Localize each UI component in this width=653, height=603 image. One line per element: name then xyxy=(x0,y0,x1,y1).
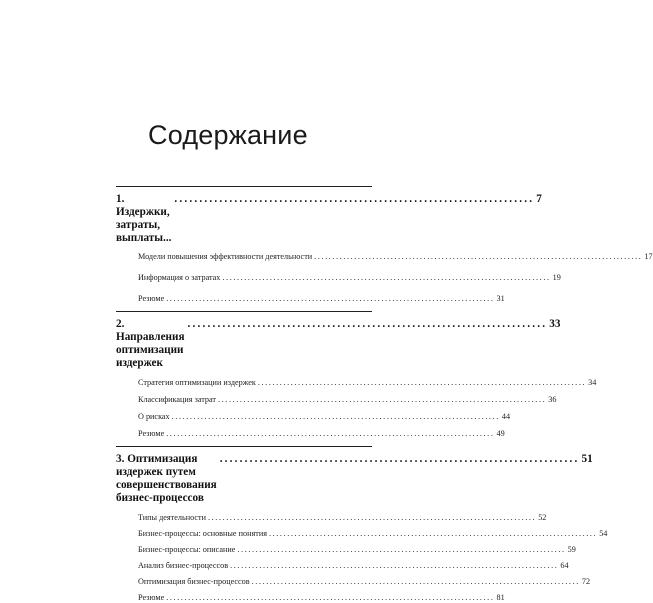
chapter-page-number: 33 xyxy=(549,318,561,330)
entry-page-number: 72 xyxy=(581,577,591,586)
entry-page-number: 36 xyxy=(548,395,557,404)
toc-entry[interactable] xyxy=(116,273,561,283)
table-of-contents xyxy=(116,186,653,603)
dot-leader: .......................................................................................... xyxy=(218,395,547,404)
dot-leader: ........................................................................ xyxy=(219,453,580,465)
entry-page-number: 59 xyxy=(567,545,576,554)
toc-entry[interactable] xyxy=(116,561,569,571)
toc-entry[interactable] xyxy=(116,294,505,304)
entry-list xyxy=(116,513,608,603)
chapter-heading[interactable] xyxy=(116,318,561,370)
toc-chapter-2 xyxy=(116,311,597,439)
dot-leader: .......................................................................................... xyxy=(314,252,643,261)
dot-leader: ........................................................................ xyxy=(187,318,548,330)
dot-leader: .......................................................................................... xyxy=(207,513,537,522)
toc-entry[interactable] xyxy=(116,545,576,555)
dot-leader: ........................................................................ xyxy=(174,193,535,205)
chapter-page-number: 7 xyxy=(536,193,542,205)
chapter-title: 1. Издержки, затраты, выплаты... xyxy=(116,193,172,244)
entry-title: Резюме xyxy=(138,593,165,602)
entry-title: Типы деятельности xyxy=(138,513,206,522)
entry-title: Резюме xyxy=(138,429,165,438)
chapter-title: 2. Направления оптимизации издержек xyxy=(116,318,185,369)
entry-page-number: 34 xyxy=(588,378,597,387)
dot-leader: .......................................................................................... xyxy=(237,545,566,554)
dot-leader: .......................................................................................... xyxy=(257,378,587,387)
entry-page-number: 49 xyxy=(496,429,505,438)
page-title: Содержание xyxy=(148,120,308,150)
entry-page-number: 52 xyxy=(538,513,547,522)
entry-page-number: 64 xyxy=(560,561,569,570)
entry-page-number: 31 xyxy=(496,294,505,303)
toc-entry[interactable] xyxy=(116,577,591,587)
divider xyxy=(116,311,372,312)
entry-title: Резюме xyxy=(138,294,165,303)
entry-title: Анализ бизнес-процессов xyxy=(138,561,229,570)
dot-leader: .......................................................................................... xyxy=(171,412,500,421)
entry-title: Бизнес-процессы: описание xyxy=(138,545,236,554)
toc-entry[interactable] xyxy=(116,395,557,405)
entry-list xyxy=(116,378,597,439)
chapter-heading[interactable] xyxy=(116,453,593,505)
entry-list xyxy=(116,252,653,304)
divider xyxy=(116,446,372,447)
entry-title: Классификация затрат xyxy=(138,395,217,404)
toc-entry[interactable] xyxy=(116,529,608,539)
toc-entry[interactable] xyxy=(116,513,547,523)
chapter-heading[interactable] xyxy=(116,193,542,245)
dot-leader: .......................................................................................... xyxy=(222,273,551,282)
dot-leader: .......................................................................................... xyxy=(166,593,495,602)
toc-entry[interactable] xyxy=(116,412,511,422)
entry-page-number: 44 xyxy=(501,412,511,421)
dot-leader: .......................................................................................... xyxy=(251,577,580,586)
dot-leader: .......................................................................................... xyxy=(166,429,495,438)
entry-title: Бизнес-процессы: основные понятия xyxy=(138,529,267,538)
entry-page-number: 81 xyxy=(496,593,505,602)
chapter-page-number: 51 xyxy=(581,453,593,465)
entry-title: Оптимизация бизнес-процессов xyxy=(138,577,250,586)
entry-page-number: 17 xyxy=(644,252,653,261)
entry-title: Модели повышения эффективности деятельности xyxy=(138,252,313,261)
chapter-title: 3. Оптимизация издержек путем совершенствования бизнес-процессов xyxy=(116,453,217,504)
toc-entry[interactable] xyxy=(116,252,653,262)
entry-page-number: 54 xyxy=(599,529,608,538)
entry-title: Информация о затратах xyxy=(138,273,221,282)
toc-chapter-1 xyxy=(116,186,653,304)
divider xyxy=(116,186,372,187)
toc-entry[interactable] xyxy=(116,429,505,439)
entry-title: О рисках xyxy=(138,412,170,421)
entry-page-number: 19 xyxy=(552,273,561,282)
dot-leader: .......................................................................................... xyxy=(166,294,495,303)
dot-leader: .......................................................................................... xyxy=(268,529,598,538)
dot-leader: .......................................................................................... xyxy=(230,561,559,570)
toc-chapter-3 xyxy=(116,446,608,603)
entry-title: Стратегия оптимизации издержек xyxy=(138,378,256,387)
toc-entry[interactable] xyxy=(116,593,505,603)
toc-entry[interactable] xyxy=(116,378,597,388)
